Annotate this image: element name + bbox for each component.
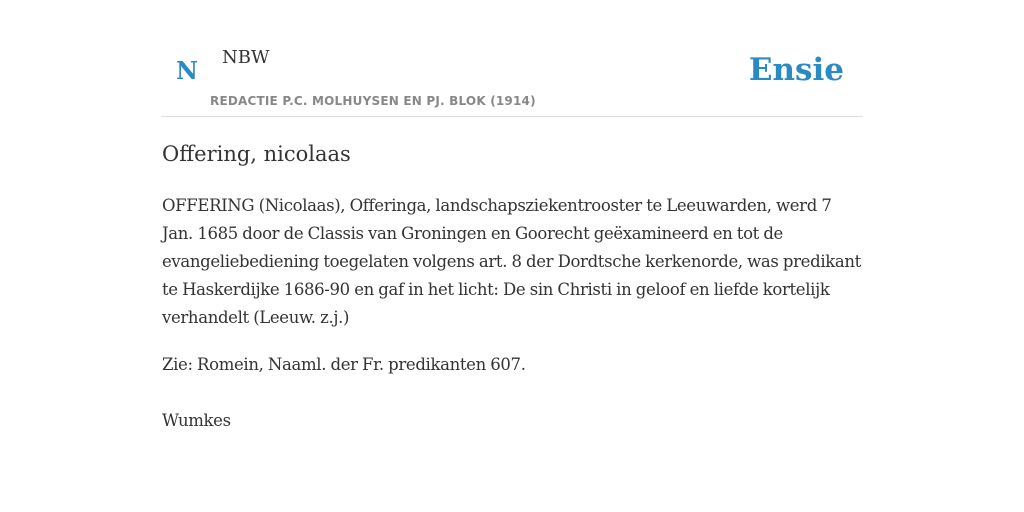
entry-title: Offering, nicolaas	[162, 142, 351, 166]
brand-logo-link[interactable]: Ensie	[748, 52, 844, 88]
entry-body: OFFERING (Nicolaas), Offeringa, landschapsziekentrooster te Leeuwarden, werd 7 Jan. 1685 door de Classis van Groningen en Goorecht geëxamineerd en tot de evangeliebediening toegelaten volgens art. 8 der Dordtsche kerkenorde, was predikant te Haskerdijke 1686-90 en gaf in het licht: De sin Christi in geloof en liefde kortelijk verhandelt (Leeuw. z.j.)	[162, 196, 861, 327]
entry-author: Wumkes	[162, 411, 231, 430]
entry-reference: Zie: Romein, Naaml. der Fr. predikanten 607.	[162, 355, 526, 374]
site-header	[162, 0, 862, 117]
entry-content	[162, 138, 862, 435]
book-title[interactable]: NBW	[222, 47, 270, 68]
book-logo[interactable]: N	[176, 56, 198, 85]
book-subtitle: REDACTIE P.C. MOLHUYSEN EN PJ. BLOK (1914)	[210, 94, 536, 108]
